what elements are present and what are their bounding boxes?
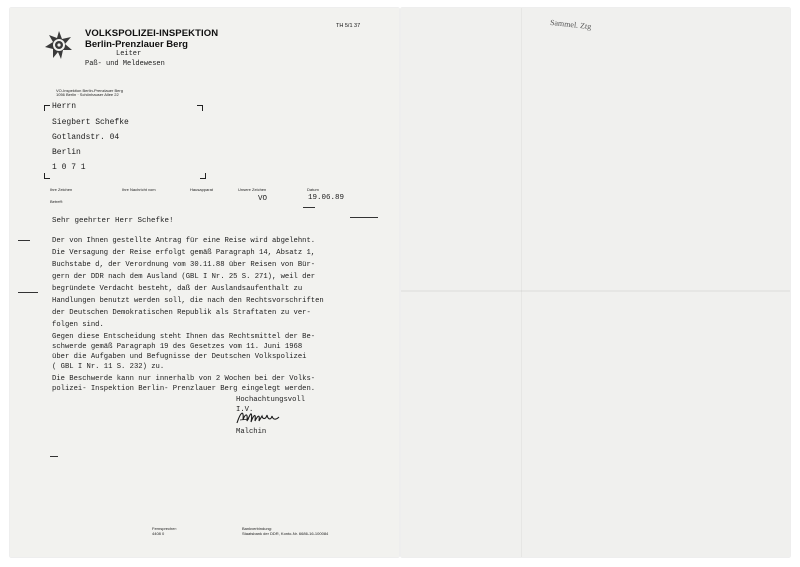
address-window-corner [197, 105, 203, 111]
letter-salutation: Sehr geehrter Herr Schefke! [52, 217, 174, 225]
recipient-postal-code: 1 0 7 1 [52, 163, 86, 172]
body-line: polizei- Inspektion Berlin- Prenzlauer Berg eingelegt werden. [52, 385, 316, 393]
body-line: ( GBL I Nr. 11 S. 232) zu. [52, 363, 165, 371]
ihre-nachricht-label: Ihre Nachricht vom [122, 187, 156, 192]
body-line: gern der DDR nach dem Ausland (GBL I Nr. 25 S. 271), weil der [52, 273, 316, 281]
sender-address-line-2: 1056 Berlin · Schönhauser Allee 22 [56, 92, 119, 97]
organization-branch: Berlin-Prenzlauer Berg [85, 39, 188, 50]
body-line: Handlungen benutzt werden soll, die nach den Rechtsvorschriften [52, 297, 324, 305]
handwritten-notation: Sammel. Ztg [549, 17, 592, 32]
unsere-zeichen-label: Unsere Zeichen [238, 187, 267, 192]
body-line: Der von Ihnen gestellte Antrag für eine Reise wird abgelehnt. [52, 237, 316, 245]
handwritten-signature [235, 408, 283, 428]
body-line: der Deutschen Demokratischen Republik als Straftaten zu ver- [52, 309, 311, 317]
recipient-street: Gotlandstr. 04 [52, 133, 120, 142]
bank-details: Staatsbank der DDR, Konto-Nr. 6686-16-100084 [242, 531, 329, 536]
phone-label: Fernsprecher: [152, 526, 177, 531]
sender-address-line-1: VO-Inspektion Berlin-Prenzlauer Berg [56, 88, 123, 93]
ihre-zeichen-label: Ihre Zeichen [50, 187, 73, 192]
recipient-name: Siegbert Schefke [52, 118, 129, 127]
address-window-corner [200, 173, 206, 179]
bank-label: Bankverbindung: [242, 526, 273, 531]
organization-title: Leiter [116, 50, 142, 58]
address-window-corner [44, 105, 50, 111]
body-line: begründete Verdacht besteht, daß der Auslandsaufenthalt zu [52, 285, 303, 293]
phone-number: 4408 0 [152, 531, 165, 536]
police-star-emblem-icon [44, 30, 74, 60]
betreff-label: Betreff: [50, 199, 63, 204]
unsere-zeichen-value: VO [258, 195, 268, 203]
body-line: Die Beschwerde kann nur innerhalb von 2 Wochen bei der Volks- [52, 375, 316, 383]
letter-page-front [10, 8, 399, 557]
body-line: Die Versagung der Reise erfolgt gemäß Paragraph 14, Absatz 1, [52, 249, 316, 257]
letter-page-back [401, 8, 790, 557]
body-line: über die Aufgaben und Befugnisse der Deutschen Volkspolizei [52, 353, 307, 361]
recipient-city: Berlin [52, 148, 81, 157]
body-line: folgen sind. [52, 321, 104, 329]
body-line: Gegen diese Entscheidung steht Ihnen das Rechtsmittel der Be- [52, 333, 316, 341]
body-line: Buchstabe d, der Verordnung vom 30.11.88 über Reisen von Bür- [52, 261, 316, 269]
closing-iv: I.V. [236, 406, 254, 414]
organization-department: Paß- und Meldewesen [85, 60, 165, 68]
organization-name: VOLKSPOLIZEI-INSPEKTION [85, 28, 219, 39]
letter-date: 19.06.89 [308, 194, 345, 202]
signer-name: Malchin [236, 428, 267, 436]
document-reference: TH 5/1 37 [336, 23, 361, 29]
closing-phrase: Hochachtungsvoll [236, 396, 306, 404]
body-line: schwerde gemäß Paragraph 19 des Gesetzes vom 11. Juni 1968 [52, 343, 303, 351]
address-window-corner [44, 173, 50, 179]
datum-label: Datum [307, 187, 319, 192]
hausapparat-label: Hausapparat [190, 187, 213, 192]
recipient-salutation-line: Herrn [52, 102, 77, 111]
